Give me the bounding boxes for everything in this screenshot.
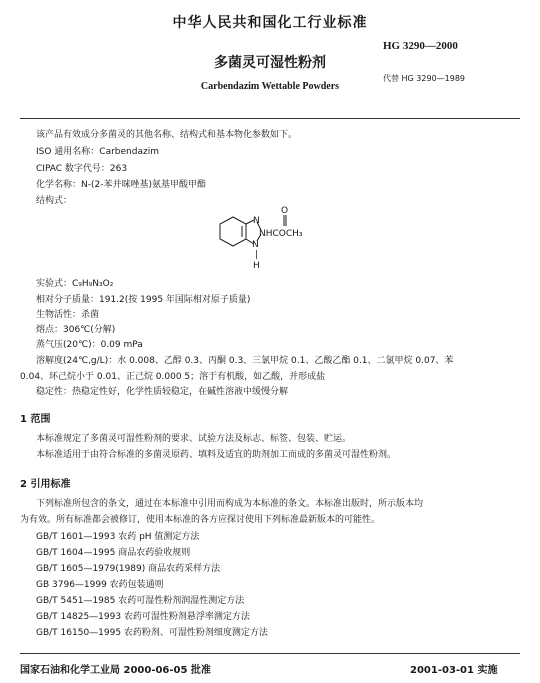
section-2-paragraph-2: 为有效。所有标准都会被修订，使用本标准的各方应探讨使用下列标准最新版本的可能性。 — [20, 515, 381, 525]
biological-activity: 生物活性：杀菌 — [36, 310, 100, 320]
atom-o: O — [281, 206, 289, 216]
section-1-heading: 1 范围 — [20, 414, 51, 425]
atom-n-top: N — [253, 216, 260, 226]
section-1-paragraph-2: 本标准适用于由符合标准的多菌灵原药、填料及适宜的助剂加工而成的多菌灵可湿性粉剂。 — [36, 450, 397, 460]
approval-note: 国家石油和化学工业局 2000-06-05 批准 — [20, 665, 211, 676]
iso-name: ISO 通用名称：Carbendazim — [36, 147, 159, 157]
reference-item: GB/T 1605—1979(1989) 商品农药采样方法 — [36, 564, 221, 574]
standard-category-heading: 中华人民共和国化工行业标准 — [172, 15, 368, 31]
reference-item: GB/T 1601—1993 农药 pH 值测定方法 — [36, 532, 200, 542]
structure-label: 结构式： — [36, 196, 73, 206]
vapor-pressure: 蒸气压(20℃)：0.09 mPa — [36, 340, 143, 350]
effective-date: 2001-03-01 实施 — [410, 665, 498, 676]
reference-item: GB/T 14825—1993 农药可湿性粉剂悬浮率测定方法 — [36, 612, 250, 622]
molecular-weight: 相对分子质量：191.2(按 1995 年国际相对原子质量) — [36, 295, 251, 305]
header-divider — [20, 118, 520, 119]
chemical-name: 化学名称：N-(2-苯并咪唑基)氨基甲酸甲酯 — [36, 180, 206, 190]
footer-divider — [20, 653, 520, 654]
section-2-paragraph-1: 下列标准所包含的条文，通过在本标准中引用而构成为本标准的条文。本标准出版时，所示版本均 — [36, 499, 424, 509]
solubility-line-1: 溶解度(24℃,g/L)：水 0.008、乙醇 0.3、丙酮 0.3、三氯甲烷 0.1、乙酸乙酯 0.1、二氯甲烷 0.07、苯 — [36, 356, 454, 366]
standard-code: HG 3290—2000 — [383, 40, 458, 52]
nh-bar: | — [255, 250, 259, 260]
empirical-formula: 实验式：C₉H₉N₃O₂ — [36, 279, 114, 289]
reference-item: GB/T 5451—1985 农药可湿性粉剂润湿性测定方法 — [36, 596, 245, 606]
atom-h: H — [253, 261, 260, 271]
stability: 稳定性：热稳定性好，化学性质较稳定，在碱性溶液中缓慢分解 — [36, 387, 289, 397]
melting-point: 熔点：306℃(分解) — [36, 325, 116, 335]
side-chain-group: NHCOCH₃ — [259, 229, 303, 239]
replaces-standard: 代替 HG 3290—1989 — [383, 74, 466, 83]
section-1-paragraph-1: 本标准规定了多菌灵可湿性粉剂的要求、试验方法及标志、标签、包装、贮运。 — [36, 434, 352, 444]
document-title-english: Carbendazim Wettable Powders — [200, 81, 340, 92]
structure-diagram — [215, 203, 345, 273]
document-title: 多菌灵可湿性粉剂 — [214, 55, 326, 71]
reference-item: GB 3796—1999 农药包装通则 — [36, 580, 164, 590]
reference-item: GB/T 16150—1995 农药粉剂、可湿性粉剂细度测定方法 — [36, 628, 268, 638]
atom-n-bottom: N — [252, 240, 259, 250]
section-2-heading: 2 引用标准 — [20, 479, 71, 490]
reference-item: GB/T 1604—1995 商品农药验收规则 — [36, 548, 191, 558]
cipac-code: CIPAC 数字代号：263 — [36, 164, 128, 174]
intro-lead: 该产品有效成分多菌灵的其他名称、结构式和基本物化参数如下。 — [36, 130, 298, 140]
solubility-line-2: 0.04、环己烷小于 0.01、正己烷 0.000 5；溶于有机酸，如乙酸，并形成盐 — [20, 372, 326, 382]
